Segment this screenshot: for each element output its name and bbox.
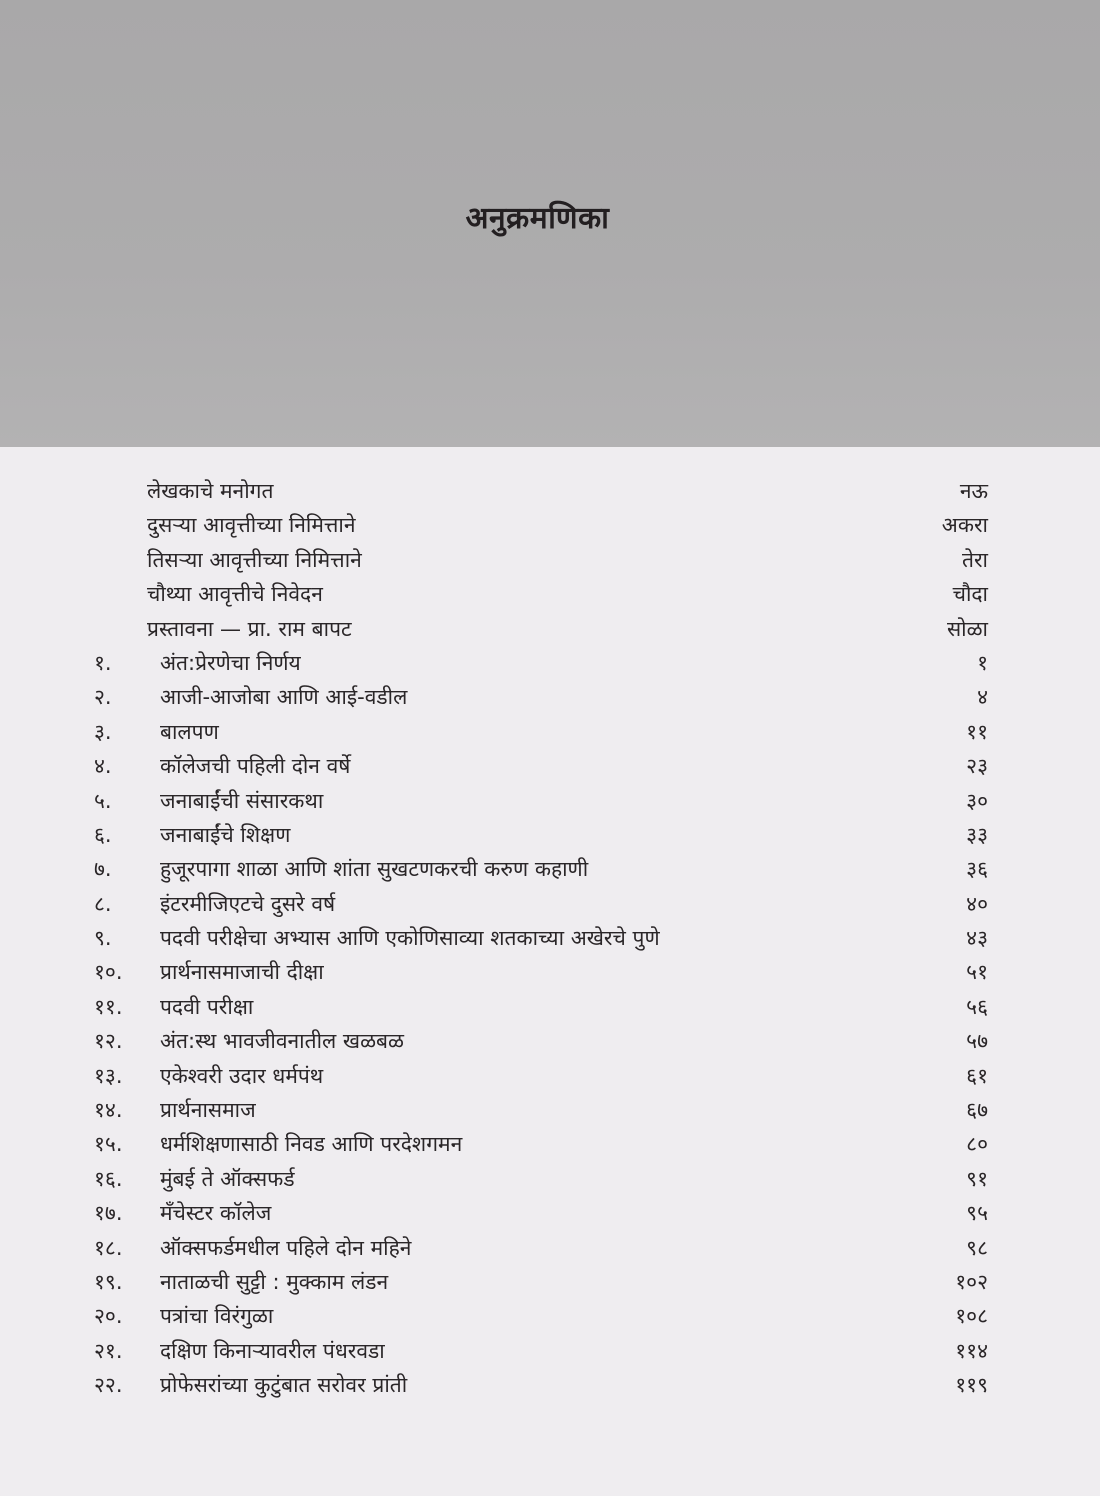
toc-entry-title: प्रस्तावना — प्रा. राम बापट [147, 616, 352, 641]
chapter-title: नाताळची सुट्टी : मुक्काम लंडन [160, 1269, 389, 1294]
chapter-title: इंटरमीजिएटचे दुसरे वर्ष [160, 891, 336, 916]
chapter-page: ६७ [966, 1098, 988, 1123]
toc-row-chapter [0, 680, 1100, 714]
chapter-number: ८. [94, 891, 112, 916]
chapter-page: ११ [966, 719, 988, 744]
chapter-page: ९८ [966, 1235, 988, 1260]
toc-row-chapter [0, 955, 1100, 989]
chapter-number: १. [94, 650, 112, 675]
chapter-page: १ [977, 650, 988, 675]
chapter-page: २३ [966, 754, 988, 779]
chapter-number: १४. [94, 1098, 123, 1123]
toc-row-chapter [0, 646, 1100, 680]
chapter-title: प्रार्थनासमाज [160, 1098, 256, 1123]
chapter-page: ३० [966, 788, 988, 813]
chapter-page: १०८ [955, 1304, 988, 1329]
chapter-number: ४. [94, 754, 112, 779]
chapter-number: १५. [94, 1132, 123, 1157]
chapter-title: आजी-आजोबा आणि आई-वडील [160, 685, 408, 710]
chapter-number: १९. [94, 1269, 123, 1294]
chapter-number: ११. [94, 994, 123, 1019]
toc-row-chapter [0, 749, 1100, 783]
table-of-contents [0, 474, 1100, 1403]
chapter-page: ५६ [966, 994, 988, 1019]
toc-row-chapter [0, 1162, 1100, 1196]
chapter-number: २०. [94, 1304, 123, 1329]
chapter-number: ६. [94, 822, 112, 847]
toc-row-chapter [0, 1231, 1100, 1265]
chapter-title: मुंबई ते ऑक्सफर्ड [160, 1166, 295, 1191]
toc-row-chapter [0, 852, 1100, 886]
chapter-title: धर्मशिक्षणासाठी निवड आणि परदेशगमन [160, 1132, 463, 1157]
toc-row-chapter [0, 1024, 1100, 1058]
chapter-title: पदवी परीक्षा [160, 994, 254, 1019]
toc-row-chapter [0, 715, 1100, 749]
chapter-page: ८० [966, 1132, 988, 1157]
chapter-page: ९५ [966, 1201, 988, 1226]
chapter-page: ३६ [966, 857, 988, 882]
toc-row-chapter [0, 1196, 1100, 1230]
toc-row-front-matter [0, 577, 1100, 611]
toc-entry-title: तिसऱ्या आवृत्तीच्या निमित्ताने [147, 547, 362, 572]
chapter-number: २२. [94, 1373, 123, 1398]
chapter-number: १७. [94, 1201, 123, 1226]
chapter-title: पत्रांचा विरंगुळा [160, 1304, 274, 1329]
toc-row-front-matter [0, 612, 1100, 646]
toc-entry-title: दुसऱ्या आवृत्तीच्या निमित्ताने [147, 513, 356, 538]
page-title: अनुक्रमणिका [465, 201, 610, 236]
toc-row-chapter [0, 1265, 1100, 1299]
toc-row-chapter [0, 1299, 1100, 1333]
toc-row-chapter [0, 921, 1100, 955]
chapter-page: ६१ [966, 1063, 988, 1088]
chapter-number: १३. [94, 1063, 123, 1088]
chapter-number: ५. [94, 788, 112, 813]
chapter-title: दक्षिण किनाऱ्यावरील पंधरवडा [160, 1338, 385, 1363]
toc-entry-page: सोळा [946, 616, 988, 641]
toc-row-front-matter [0, 474, 1100, 508]
chapter-page: ९१ [966, 1166, 988, 1191]
toc-row-chapter [0, 1059, 1100, 1093]
toc-row-chapter [0, 818, 1100, 852]
toc-row-chapter [0, 1334, 1100, 1368]
header-band [0, 0, 1100, 447]
toc-entry-page: चौदा [952, 582, 988, 607]
chapter-number: ९. [94, 926, 112, 951]
chapter-page: ५१ [966, 960, 988, 985]
chapter-page: ४० [966, 891, 988, 916]
chapter-page: १०२ [955, 1269, 988, 1294]
toc-row-chapter [0, 990, 1100, 1024]
chapter-number: १६. [94, 1166, 123, 1191]
toc-entry-title: चौथ्या आवृत्तीचे निवेदन [147, 582, 323, 607]
chapter-number: ३. [94, 719, 112, 744]
chapter-page: ११४ [955, 1338, 988, 1363]
chapter-title: हुजूरपागा शाळा आणि शांता सुखटणकरची करुण कहाणी [160, 857, 589, 882]
toc-entry-page: नऊ [959, 479, 988, 503]
toc-row-front-matter [0, 543, 1100, 577]
chapter-number: २१. [94, 1338, 123, 1363]
chapter-number: १८. [94, 1235, 123, 1260]
chapter-title: अंत:प्रेरणेचा निर्णय [160, 650, 301, 675]
toc-entry-title: लेखकाचे मनोगत [147, 479, 274, 503]
toc-entry-page: तेरा [962, 547, 988, 572]
chapter-page: ४ [977, 685, 988, 710]
toc-entry-page: अकरा [941, 513, 988, 538]
chapter-page: ४३ [966, 926, 988, 951]
toc-row-chapter [0, 1093, 1100, 1127]
chapter-number: ७. [94, 857, 112, 882]
chapter-title: अंत:स्थ भावजीवनातील खळबळ [160, 1029, 405, 1054]
chapter-title: पदवी परीक्षेचा अभ्यास आणि एकोणिसाव्या शतकाच्या अखेरचे पुणे [160, 926, 660, 951]
chapter-number: १२. [94, 1029, 123, 1054]
chapter-page: ५७ [966, 1029, 988, 1054]
toc-row-chapter [0, 1368, 1100, 1402]
chapter-number: १०. [94, 960, 123, 985]
chapter-title: मँचेस्टर कॉलेज [160, 1201, 272, 1226]
chapter-title: प्रोफेसरांच्या कुटुंबात सरोवर प्रांती [160, 1373, 408, 1398]
chapter-title: जनाबाईंची संसारकथा [160, 788, 324, 813]
toc-row-chapter [0, 887, 1100, 921]
chapter-title: ऑक्सफर्डमधील पहिले दोन महिने [160, 1235, 412, 1260]
chapter-title: प्रार्थनासमाजाची दीक्षा [160, 960, 324, 985]
chapter-title: बालपण [160, 719, 219, 744]
toc-row-chapter [0, 1127, 1100, 1161]
chapter-title: एकेश्वरी उदार धर्मपंथ [160, 1063, 324, 1088]
chapter-page: ११९ [955, 1373, 988, 1398]
toc-row-front-matter [0, 508, 1100, 542]
chapter-number: २. [94, 685, 112, 710]
chapter-page: ३३ [966, 822, 988, 847]
chapter-title: जनाबाईंचे शिक्षण [160, 822, 291, 847]
chapter-title: कॉलेजची पहिली दोन वर्षे [160, 754, 351, 779]
toc-row-chapter [0, 784, 1100, 818]
